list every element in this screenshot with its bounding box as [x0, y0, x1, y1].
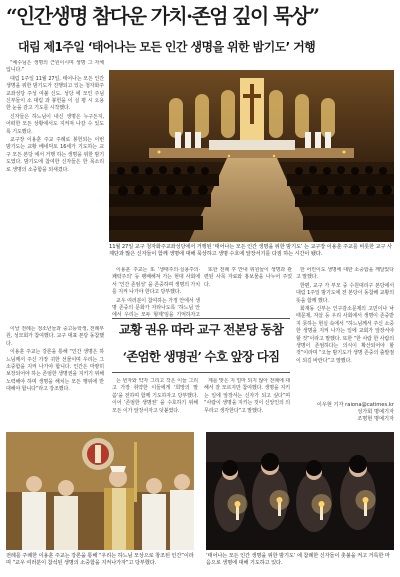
candlelight-photo-caption: ‘태어나는 모든 인간 생명을 위한 밤기도’ 에 참례한 신자들이 촛불을 켜고 거룩한 마음으로 생명에 대해 기도하고 있다. — [206, 553, 390, 567]
bishop-illustration — [6, 432, 194, 550]
paragraph: 대림 1주일 11월 27일, 태어나는 모든 인간 생명을 위한 밤기도가 진행되고 있는 청자화주교좌성당 주성 여불 신도. 성당 에 모인 주님 신부들이 소 대림 과 봉헌을 이 실 평 시 오용한 눈을 감고 기도를 시작했다. — [6, 75, 104, 112]
divider — [112, 318, 290, 319]
chapel-photo — [109, 70, 394, 242]
paragraph: “예수님은 생명의 근원이시며 생명 그 자체입니다.” — [6, 60, 104, 74]
mid-headline-line1: 교황 권유 따라 교구 전본당 동참 — [118, 322, 284, 337]
top-photo-caption: 11월 27일 교구 청자화주교좌성당에서 거행된 ‘태어나는 모든 인간 생명을 위한 밤기도’ 는 교구장 이용훈 주교를 비롯한 교구 사제단과 많은 신자들이 함께 생명에 대해 묵상하고 생명 수호에 앞장서기를 다짐 하는 시간이 됐다. — [109, 244, 392, 258]
mid-headline-line2: ‘존엄한 생명권’ 수호 앞장 다짐 — [122, 349, 280, 364]
center-bottom-left-column — [112, 378, 198, 428]
left-column-bottom — [6, 326, 104, 428]
byline-correspondent-1: 성가회 명예기자 — [357, 409, 394, 416]
center-bottom-right-column — [204, 378, 290, 428]
subheadline: 대림 제1주일 ‘태어나는 모든 인간 생명을 위한 밤기도’ 거행 — [18, 40, 316, 54]
headline: “인간생명 참다운 가치·존엄 깊이 묵상” — [6, 4, 319, 28]
byline-correspondent-2: 조명현 명예기자 — [357, 416, 394, 423]
bishop-photo-caption: 전례를 주례한 이용훈 주교는 강론을 통해 “우리는 하느님 모상으로 창조된 인간”이라며 “교우 여러분이 참석된 생명의 소중함을 지켜나가자”고 당부했다. — [6, 553, 194, 567]
paragraph: 교구장 이용훈 주교 주례로 봉헌되는 이번 밤기도는 교황 베네딕토 16세가 기도하는 교구 모든 본당 에서 거행 하는 생명을 위한 밤기도였다. 밤기도에 참여한 신자들은 한 목소리로 생명의 소중함을 되새겼다. — [6, 137, 104, 173]
mid-headline — [112, 320, 290, 366]
paragraph: 한 어린이도 생명에 대한 소중함을 깨달았다고 말했다. — [296, 267, 394, 281]
candlelight-illustration — [206, 432, 394, 550]
paragraph: 회재동 신부는 인구감소문제의 고민이나 낙태문제, 자살 등 우리 사회에서 생명이 존중받지 못하는 현실 속에서 “하느님께서 주신 소중한 생명을 지켜 나가는 일에 교회가 앞장서야 할 것”이라고 말했다. 또한 “한 사람 한 사람의 생명이 존엄하다는 의식이 확산되어야 할 것”이라며 “오늘 밤기도가 생명 존중의 출발점이 되길 바란다”고 말했다. — [296, 306, 394, 364]
paragraph: 이용훈 주교는 또 ‘생태주의·실용주의·쾌락주의’ 등 팽배해져 가는 현대 사회에서 ‘인간 존엄성’ 을 존중하며 생명의 가치를 지켜 나가야 한다고 당부했다. — [112, 267, 200, 296]
candlelight-photo — [206, 432, 394, 550]
left-column-top — [6, 60, 104, 322]
divider — [112, 372, 290, 373]
paragraph: 는 빈자와 약자 그리고 작은 이들 그리고 가장 취약한 이들에게 ‘희망의 말씀’을 전하며 함께 기도하자고 당부했다. 이어 ‘존엄한 생명권’ 을 수호하기 위해 모든 이가 앞장서자고 덧붙였다. — [112, 378, 198, 414]
paragraph: 교우 여러분이 참여하는 가정 안에서 생명 존중의 문화가 자라나도록 ‘하느님 안에서 우리는 모두 형제’임을 기억하자고 — [112, 297, 200, 319]
paragraph: 또한 전례 후 안내 위원들이 생명과 관련된 사목 자료와 홍보물을 나누어 주었다. — [204, 267, 292, 288]
paragraph: 계를 맞은 지 얼마 되지 않아 전례에 대해서 잘 모르지만 참여했다. 생명을 지키는 일에 앞장서는 신자가 되고 싶다”며 “사람이 생명을 지키는 것이 신앙인의 의무라고 생각한다”고 말했다. — [204, 378, 290, 414]
paragraph: 신자들은 하느님이 내신 생명은 누구든지, 어떠한 모든 상황에서도 지켜져 나갈 수 있도록 기도했다. — [6, 113, 104, 135]
center-column-2 — [204, 267, 292, 319]
chapel-illustration — [109, 70, 394, 242]
byline — [296, 402, 394, 424]
center-column — [112, 267, 200, 319]
paragraph: 이날 전례는 청소년들과 중고등학생, 전례부원, 성모회가 참여했다. 교구 대표 본당 동참했다. — [6, 326, 104, 347]
byline-reporter: 이우현 기자 raiona@catimes.kr — [316, 402, 394, 408]
bishop-photo — [6, 432, 194, 550]
right-column — [296, 267, 394, 399]
paragraph: 이용훈 주교는 강론을 통해 “인간 생명은 하느님께서 주신 가장 귀한 선물이며 우리는 그 소중함을 지켜 나가야 합니다. 인간은 마땅히 보장되어야 하는 존엄한 생명권을 지키기 위해 노력해야 하며 생명을 해치는 모든 행위에 반대해야 합니다”라고 강조했다. — [6, 349, 104, 393]
paragraph: 한편, 교구 가 부모 중 수원대리구 본당에서 대림 1주일 밤기도에 전 본당이 동참해 교황의 뜻을 함께 했다. — [296, 282, 394, 304]
